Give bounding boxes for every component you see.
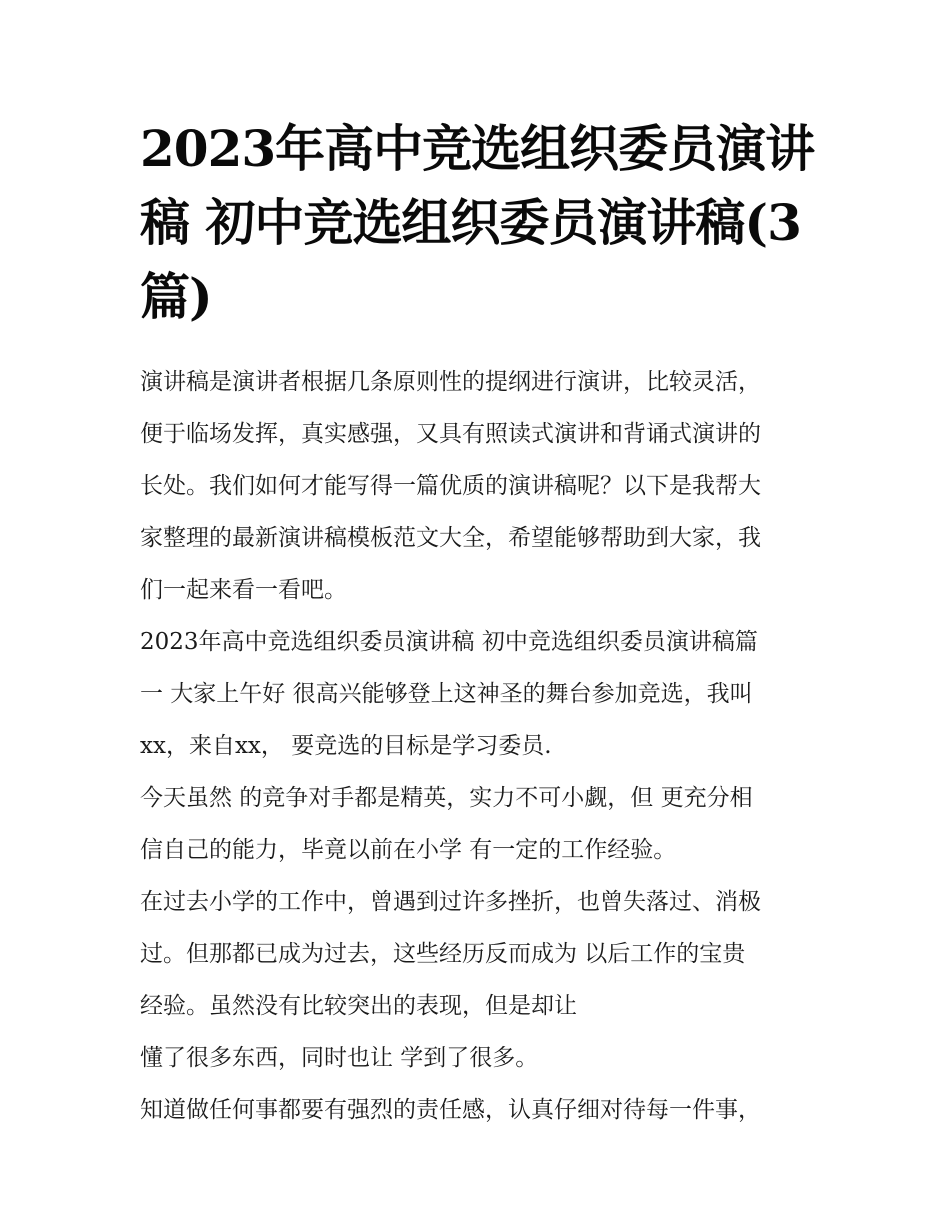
body-line: 信自己的能力，毕竟以前在小学 有一定的工作经验。 bbox=[140, 837, 677, 863]
body-line: 一 大家上午好 很高兴能够登上这神圣的舞台参加竞选，我叫 bbox=[140, 681, 753, 707]
document-page bbox=[140, 112, 820, 1136]
body-line: 家整理的最新演讲稿模板范文大全，希望能够帮助到大家，我 bbox=[140, 525, 761, 551]
title-line-2: 稿 初中竞选组织委员演讲稿(3 bbox=[140, 193, 801, 252]
body-line: 长处。我们如何才能写得一篇优质的演讲稿呢？以下是我帮大 bbox=[140, 473, 761, 499]
document-body bbox=[140, 356, 820, 1136]
body-line: 们一起来看一看吧。 bbox=[140, 577, 347, 603]
body-line: 在过去小学的工作中，曾遇到过许多挫折，也曾失落过、消极 bbox=[140, 889, 761, 915]
body-line: 2023年高中竞选组织委员演讲稿 初中竞选组织委员演讲稿篇 bbox=[140, 629, 758, 655]
body-line: 知道做任何事都要有强烈的责任感，认真仔细对待每一件事， bbox=[140, 1097, 761, 1123]
body-line: 今天虽然 的竞争对手都是精英，实力不可小觑，但 更充分相 bbox=[140, 785, 753, 811]
body-line: 懂了很多东西，同时也让 学到了很多。 bbox=[140, 1045, 539, 1071]
body-line: 演讲稿是演讲者根据几条原则性的提纲进行演讲，比较灵活， bbox=[140, 369, 761, 395]
body-line: 过。但那都已成为过去，这些经历反而成为 以后工作的宝贵 bbox=[140, 941, 746, 967]
body-line: xx，来自xx， 要竞选的目标是学习委员. bbox=[140, 733, 552, 759]
body-line: 便于临场发挥，真实感强，又具有照读式演讲和背诵式演讲的 bbox=[140, 421, 761, 447]
document-title bbox=[140, 112, 820, 334]
title-line-1: 2023年高中竞选组织委员演讲 bbox=[140, 119, 815, 178]
title-line-3: 篇) bbox=[140, 267, 212, 326]
body-line: 经验。虽然没有比较突出的表现，但是却让 bbox=[140, 993, 577, 1019]
